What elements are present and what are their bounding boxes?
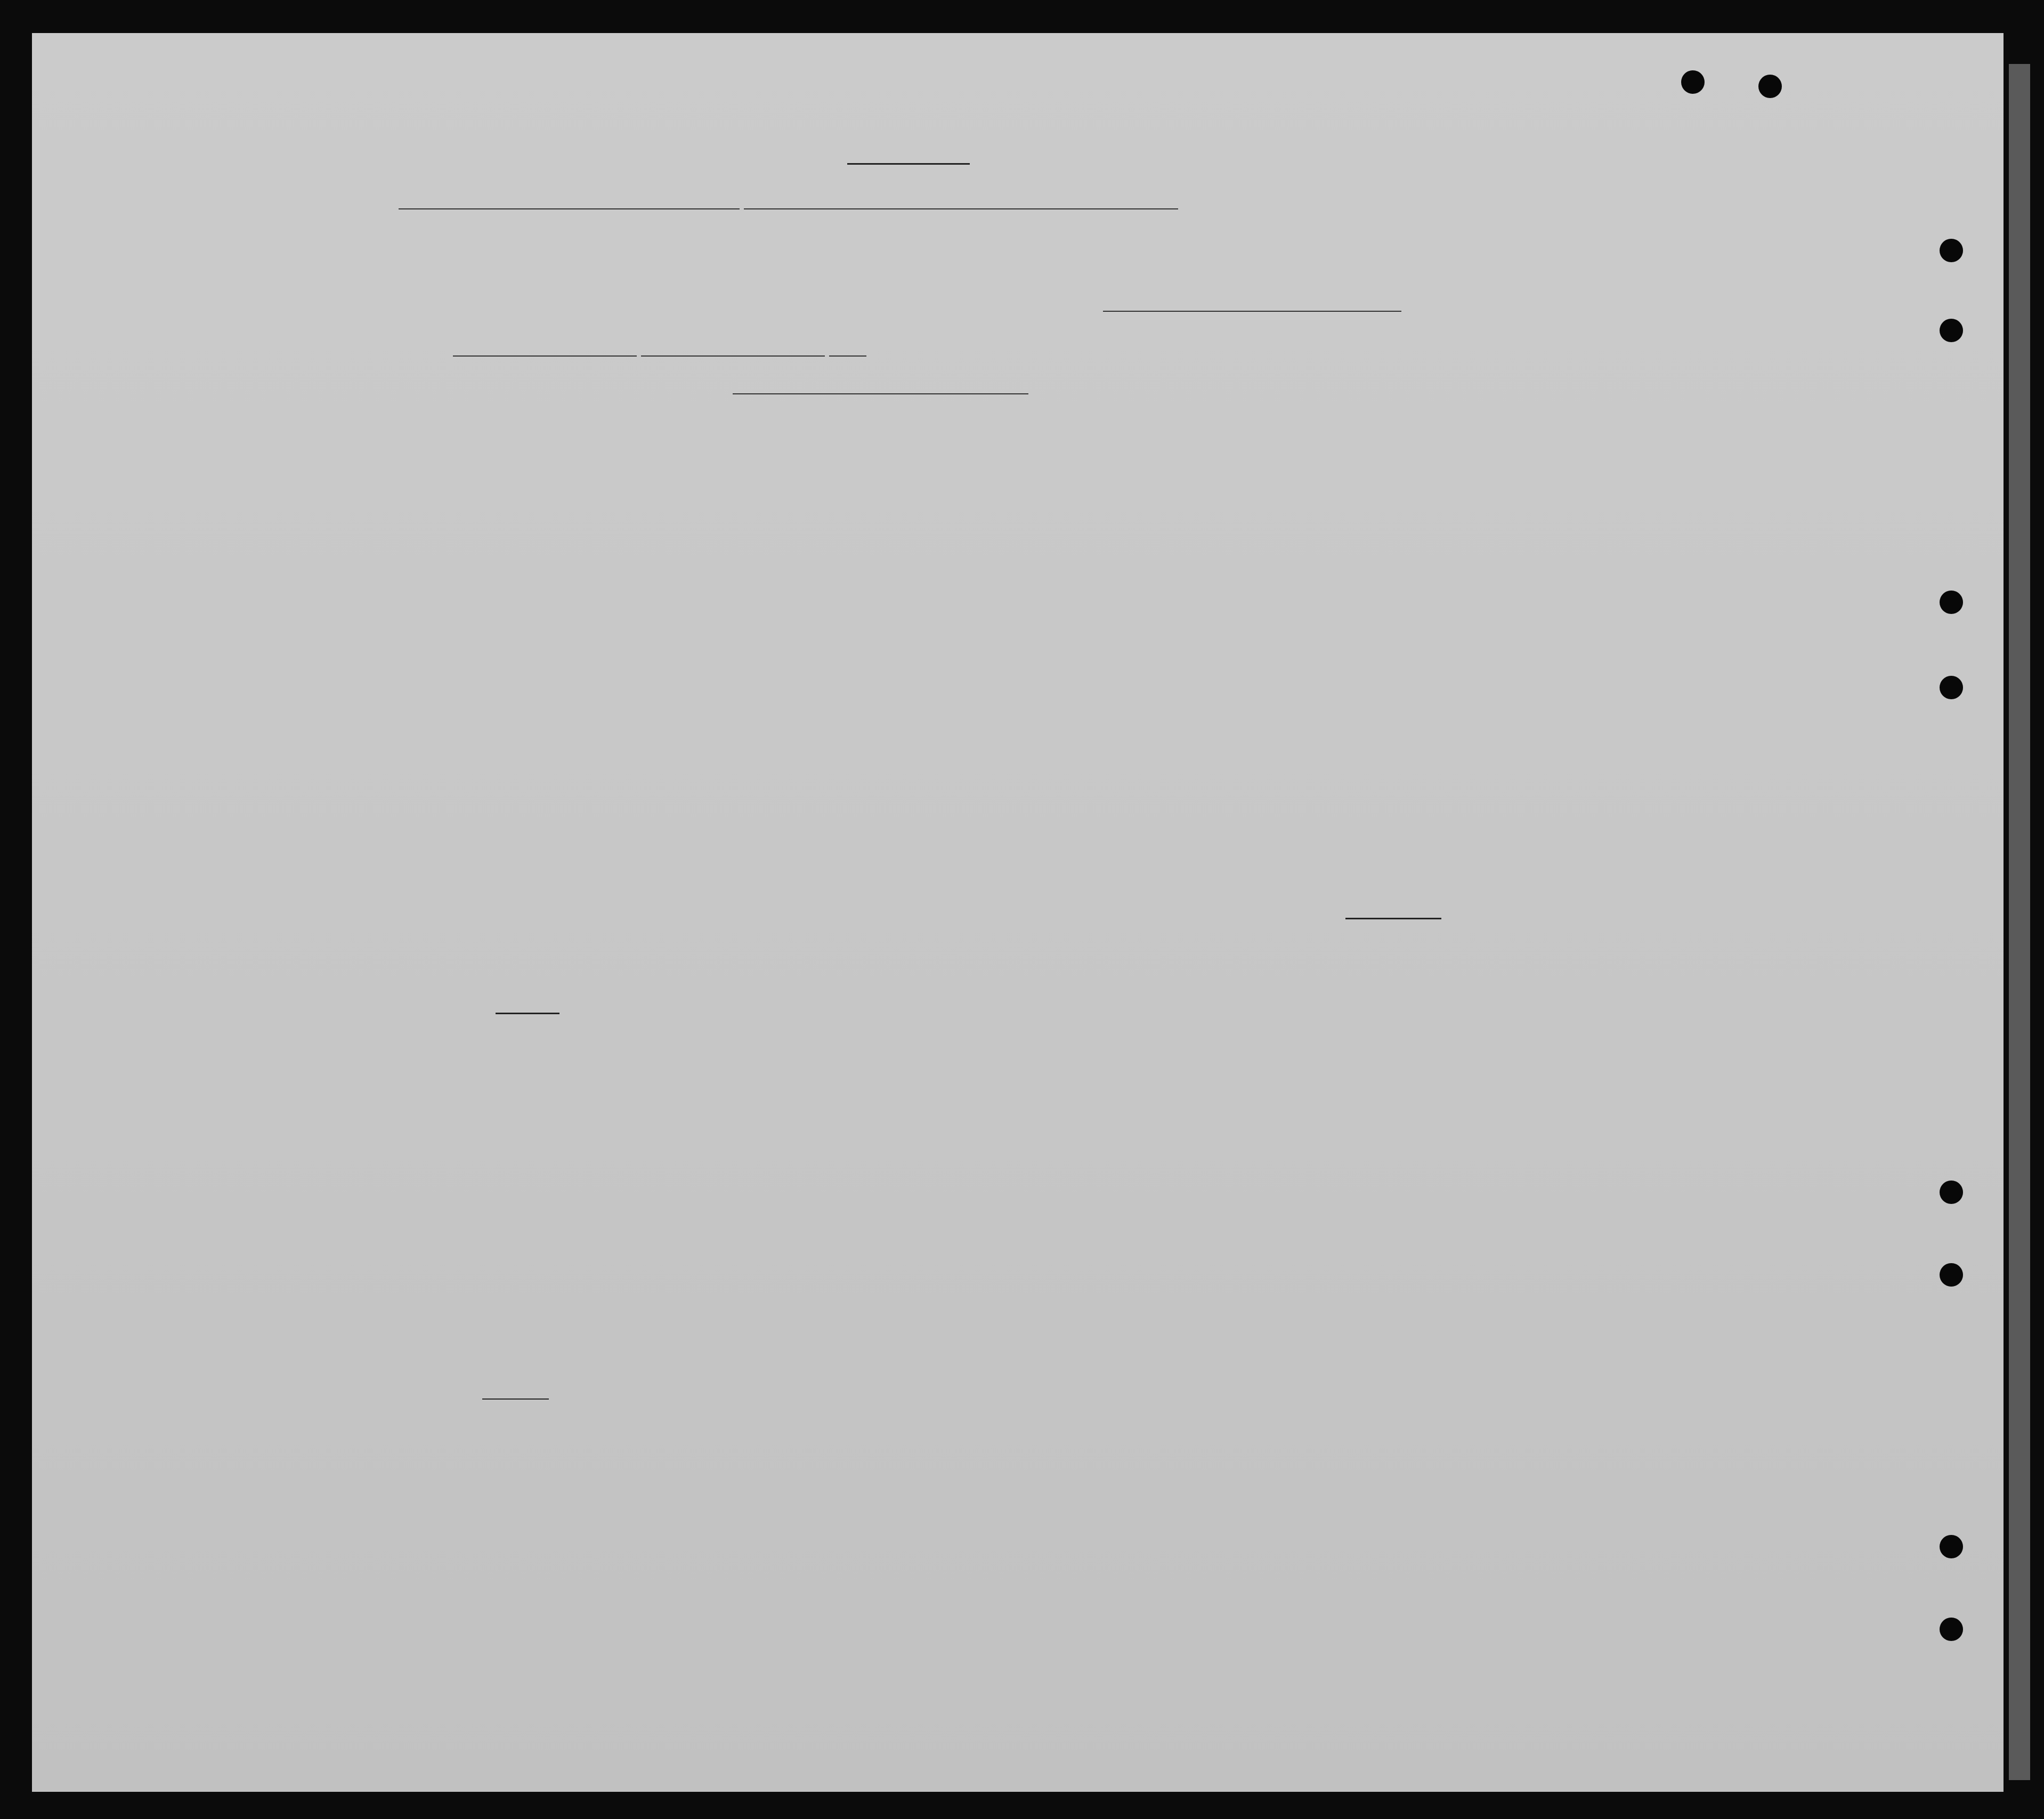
sworn-month-blank[interactable] [641, 355, 825, 357]
affidavit-paragraph [357, 191, 1401, 216]
punch-hole [1940, 319, 1963, 342]
punch-hole [1940, 1263, 1963, 1287]
heading-rule [482, 1398, 549, 1400]
punch-hole [1681, 70, 1705, 94]
punch-hole [1940, 591, 1963, 614]
title-rule [847, 163, 970, 165]
sworn-day-blank[interactable] [453, 355, 637, 357]
punch-hole [1940, 1618, 1963, 1641]
heading-rule [496, 1013, 559, 1014]
punch-hole [1940, 1181, 1963, 1204]
punch-hole [1940, 1535, 1963, 1558]
inspector-signature-line[interactable] [733, 393, 1028, 394]
punch-hole [1758, 75, 1782, 98]
name-blank[interactable] [399, 208, 740, 209]
sworn-line [453, 341, 1199, 361]
sworn-year-blank[interactable] [829, 355, 866, 357]
signature-line[interactable] [1103, 311, 1401, 312]
punch-hole [1940, 676, 1963, 699]
page-edge [2009, 64, 2030, 1780]
heading-rule [1345, 918, 1441, 919]
vessel-blank[interactable] [744, 208, 1178, 209]
punch-hole [1940, 239, 1963, 262]
document-sheet [32, 33, 2004, 1792]
affidavit-first-line [357, 191, 1401, 216]
